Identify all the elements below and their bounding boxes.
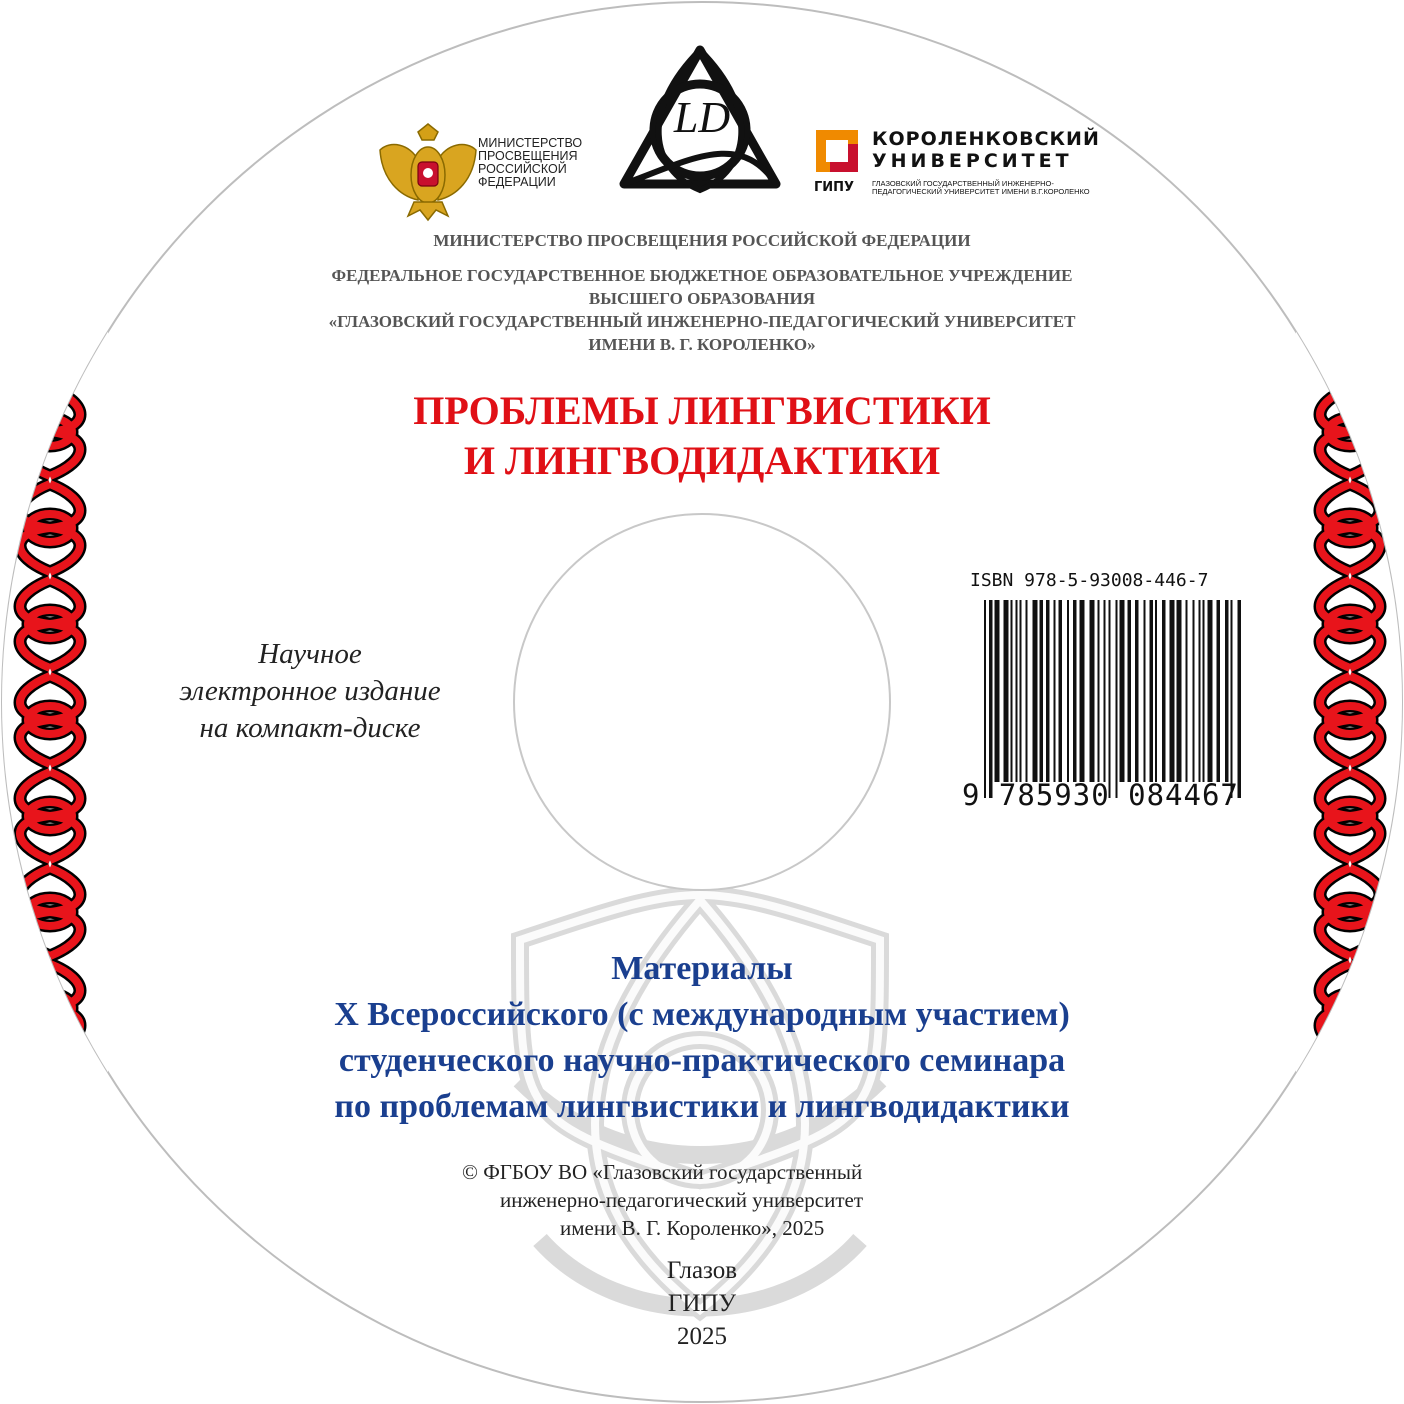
barcode-bar <box>1199 600 1201 782</box>
korolenko-sub-line: ГЛАЗОВСКИЙ ГОСУДАРСТВЕННЫЙ ИНЖЕНЕРНО- <box>872 179 1054 188</box>
copyright-line: инженерно-педагогический университет <box>500 1188 864 1212</box>
barcode-bar <box>1155 600 1157 782</box>
korolenko-line2: УНИВЕРСИТЕТ <box>872 150 1073 172</box>
edition-type-line: электронное издание <box>179 675 441 707</box>
institution-name <box>200 264 1204 356</box>
barcode-bar <box>1090 600 1095 782</box>
korolenko-logo-text <box>872 128 1102 172</box>
imprint <box>600 1254 804 1353</box>
barcode-bar <box>1128 600 1132 782</box>
barcode-bar <box>1150 600 1154 782</box>
korolenko-logo-icon <box>816 130 858 172</box>
barcode-bar <box>1026 600 1028 782</box>
barcode-bar <box>1067 600 1069 782</box>
barcode-bar <box>1120 600 1125 782</box>
barcode-bar <box>1020 600 1022 782</box>
barcode-bar <box>1109 600 1111 798</box>
edition-type-line: на компакт-диске <box>199 712 421 744</box>
korolenko-subtitle <box>872 180 1102 196</box>
edition-type-line: Научное <box>258 638 362 670</box>
main-title-line: ПРОБЛЕМЫ ЛИНГВИСТИКИ <box>413 388 991 433</box>
barcode-bar <box>1231 600 1233 798</box>
barcode-bar <box>1217 600 1221 782</box>
barcode-digits: 9 785930 084467 <box>962 778 1239 812</box>
materials-line: студенческого научно-практического семинара <box>338 1042 1066 1079</box>
copyright <box>462 1158 982 1242</box>
ministry-caption-line: МИНИСТЕРСТВО <box>478 136 583 150</box>
imprint-publisher: ГИПУ <box>667 1290 737 1317</box>
barcode-bar <box>1186 600 1188 782</box>
materials-line: X Всероссийского (с международным участием) <box>334 996 1070 1033</box>
institution-line: ВЫСШЕГО ОБРАЗОВАНИЯ <box>588 289 816 308</box>
materials-description <box>200 946 1204 1130</box>
barcode-bar <box>1080 600 1085 782</box>
center-hole <box>514 514 890 890</box>
imprint-city: Глазов <box>666 1257 738 1284</box>
institution-line: ИМЕНИ В. Г. КОРОЛЕНКО» <box>588 335 816 354</box>
barcode-bar <box>1011 600 1013 782</box>
barcode-bar <box>1059 600 1063 782</box>
korolenko-sub-line: ПЕДАГОГИЧЕСКИЙ УНИВЕРСИТЕТ ИМЕНИ В.Г.КОРОЛЕНКО <box>872 187 1090 196</box>
barcode-bar <box>1208 600 1213 782</box>
barcode-bar <box>1104 600 1106 782</box>
copyright-line: © ФГБОУ ВО «Глазовский государственный <box>462 1160 863 1184</box>
ministry-caption-line: ФЕДЕРАЦИИ <box>478 175 556 189</box>
institution-line: «ГЛАЗОВСКИЙ ГОСУДАРСТВЕННЫЙ ИНЖЕНЕРНО-ПЕДАГОГИЧЕСКИЙ УНИВЕРСИТЕТ <box>328 312 1076 331</box>
barcode-bar <box>995 600 1000 782</box>
left-ornament-band <box>0 330 108 1078</box>
korolenko-abbr: ГИПУ <box>814 180 855 195</box>
barcode-bar <box>1225 600 1229 782</box>
barcode-bar <box>984 600 986 798</box>
ministry-caption-line: ПРОСВЕЩЕНИЯ <box>478 149 578 163</box>
main-title <box>250 386 1154 486</box>
barcode-bar <box>1144 600 1146 782</box>
barcode-bar <box>989 600 993 798</box>
barcode-bar <box>1033 600 1038 782</box>
copyright-line: имени В. Г. Короленко», 2025 <box>560 1216 825 1240</box>
barcode-bar <box>1116 600 1118 798</box>
barcode-bar <box>1040 600 1044 782</box>
materials-line: по проблемам лингвистики и лингводидактики <box>334 1088 1070 1125</box>
ministry-caption-line: РОССИЙСКОЙ <box>478 162 567 176</box>
institution-line: ФЕДЕРАЛЬНОЕ ГОСУДАРСТВЕННОЕ БЮДЖЕТНОЕ ОБРАЗОВАТЕЛЬНОЕ УЧРЕЖДЕНИЕ <box>331 266 1073 285</box>
edition-type <box>130 636 490 747</box>
right-ornament-band <box>1296 330 1404 1078</box>
barcode-bar <box>1162 600 1166 782</box>
ministry-heading: МИНИСТЕРСТВО ПРОСВЕЩЕНИЯ РОССИЙСКОЙ ФЕДЕРАЦИИ <box>433 231 971 250</box>
barcode-bar <box>1073 600 1077 782</box>
ministry-logo-caption <box>478 137 608 189</box>
imprint-year: 2025 <box>677 1323 727 1350</box>
korolenko-line1: КОРОЛЕНКОВСКИЙ <box>872 128 1100 150</box>
materials-line: Материалы <box>611 950 793 987</box>
barcode-bar <box>1004 600 1009 782</box>
barcode-bar <box>1203 600 1205 782</box>
isbn-label: ISBN 978-5-93008-446-7 <box>970 570 1209 591</box>
barcode-bar <box>1135 600 1139 782</box>
barcode-bar <box>1170 600 1175 782</box>
barcode-bar <box>1177 600 1182 782</box>
barcode-bar <box>1046 600 1050 782</box>
barcode-bar <box>1098 600 1100 782</box>
barcode-bar <box>1193 600 1195 782</box>
barcode-bar <box>1016 600 1018 782</box>
barcode-bar <box>1238 600 1242 798</box>
main-title-line: И ЛИНГВОДИДАКТИКИ <box>463 438 941 483</box>
center-logo-letters: LD <box>673 93 731 142</box>
barcode-bar <box>1054 600 1056 782</box>
